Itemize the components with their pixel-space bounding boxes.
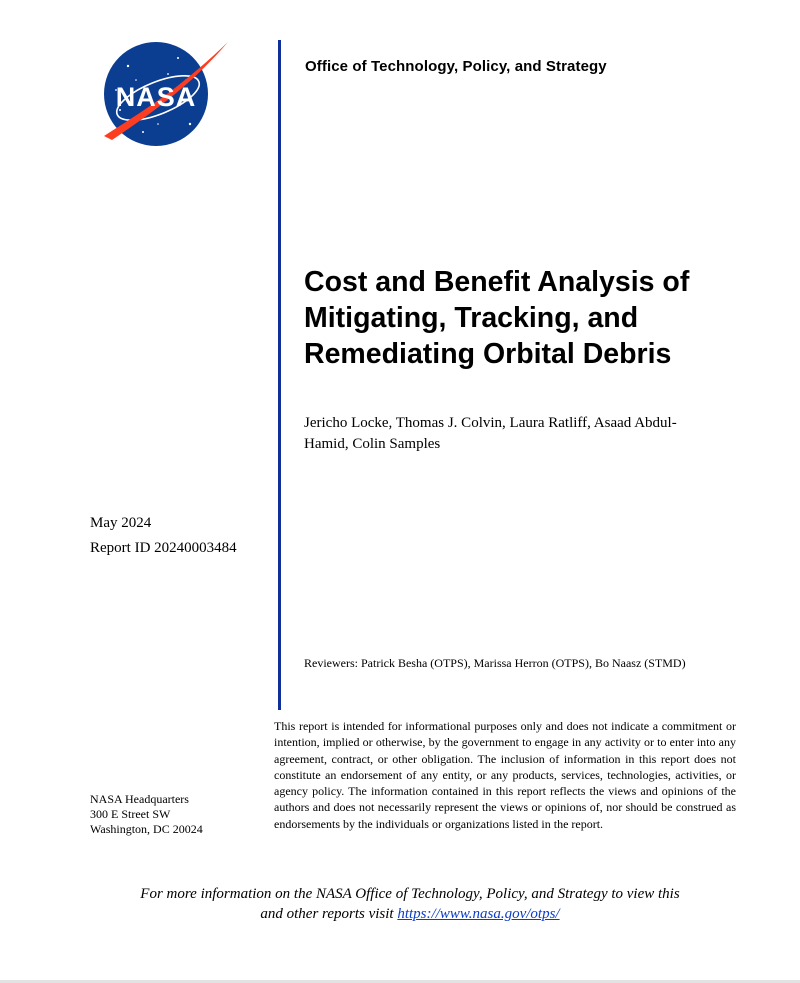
footer-line [80,904,740,924]
address-line: NASA Headquarters [90,792,189,806]
authors-line: Hamid, Colin Samples [304,436,441,452]
otps-link[interactable]: https://www.nasa.gov/otps/ [397,906,560,922]
title-line: Mitigating, Tracking, and [304,302,639,334]
footer-prefix: and other reports visit [260,906,394,922]
title-line: Cost and Benefit Analysis of [304,266,690,298]
nasa-logo [98,40,230,148]
footer-line: For more information on the NASA Office of Technology, Policy, and Strategy to view this [140,886,680,902]
mailing-address [90,792,203,837]
vertical-rule [278,40,281,710]
report-title [304,264,754,372]
reviewers: Reviewers: Patrick Besha (OTPS), Marissa Herron (OTPS), Bo Naasz (STMD) [304,656,686,670]
disclaimer-text: This report is intended for informational purposes only and does not indicate a commitment or intention, implied or otherwise, by the government to engage in any activity or to enter into any agreement, contract, or other obligation. The inclusion of information in this report does not constitute an endorsement of any entity, or any products, services, technologies, activities, or agency policy. The information contained in this report reflects the views and opinions of the authors and does not necessarily represent the views or opinions of, nor should be construed as endorsements by the individuals or organizations listed in the report. [274,719,736,831]
authors [304,413,724,455]
title-line: Remediating Orbital Debris [304,338,672,370]
footer-note [80,884,740,924]
report-id: Report ID 20240003484 [90,540,237,556]
authors-line: Jericho Locke, Thomas J. Colvin, Laura Ratliff, Asaad Abdul- [304,415,677,431]
address-line: Washington, DC 20024 [90,822,203,836]
office-heading: Office of Technology, Policy, and Strategy [305,58,607,75]
logo-wordmark: NASA [115,82,197,112]
publication-date: May 2024 [90,515,152,531]
address-line: 300 E Street SW [90,807,171,821]
